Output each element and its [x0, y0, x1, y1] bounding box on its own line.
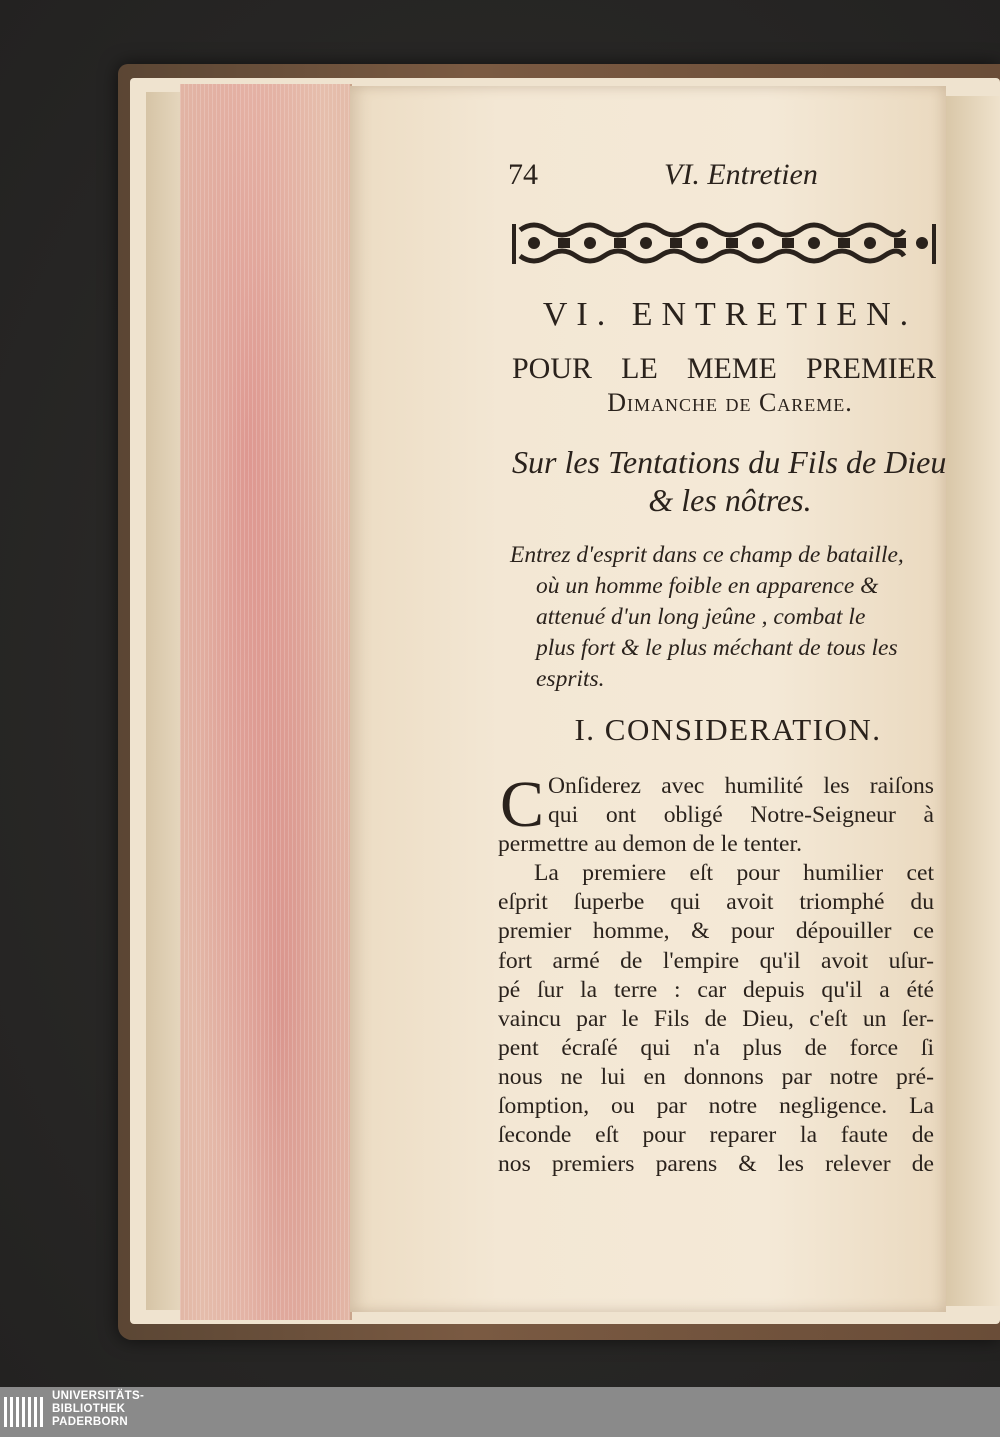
epigraph: [510, 540, 938, 695]
epigraph-line: attenué d'un long jeûne , combat le: [536, 604, 866, 630]
subtitle-line-2: Dimanche de Careme.: [607, 388, 853, 417]
chapter-title: VI. ENTRETIEN.: [542, 296, 918, 333]
body-line: vaincu par le Fils de Dieu, c'eſt un ſer-: [498, 1005, 934, 1032]
body-text: [498, 768, 934, 1179]
body-line: qui ont obligé Notre-Seigneur à: [548, 802, 934, 829]
body-line: fort armé de l'empire qu'il avoit uſur-: [498, 947, 934, 974]
subtitle-word: PREMIER: [805, 352, 936, 385]
subtitle-word: POUR: [512, 352, 593, 385]
subtitle-line-1: [512, 352, 936, 386]
epigraph-line: plus fort & le plus méchant de tous les: [536, 635, 898, 661]
logo-line: BIBLIOTHEK: [52, 1403, 126, 1415]
body-line: La premiere eſt pour humilier cet: [534, 860, 934, 887]
body-line: premier homme, & pour dépouiller ce: [498, 918, 934, 945]
library-logo-icon: [4, 1395, 46, 1429]
italic-heading-line-2: & les nôtres.: [648, 482, 812, 518]
facing-page-edge: [946, 96, 1000, 1306]
epigraph-line: où un homme foible en apparence &: [536, 573, 879, 599]
body-line: pent écraſé qui n'a plus de force ſi: [498, 1034, 934, 1061]
body-line: Onſiderez avec humilité les raiſons: [548, 773, 934, 799]
epigraph-line: Entrez d'esprit dans ce champ de bataille,: [510, 542, 904, 568]
running-title: VI. Entretien: [664, 158, 818, 191]
ornament-band: [512, 216, 936, 272]
page-number: 74: [508, 158, 538, 191]
body-line: nous ne lui en donnons par notre pré-: [498, 1063, 934, 1090]
subtitle-word: LE: [621, 352, 658, 385]
drop-cap: C: [500, 768, 545, 841]
logo-line: PADERBORN: [52, 1416, 128, 1428]
italic-heading-line-1: Sur les Tentations du Fils de Dieu: [512, 444, 947, 480]
subtitle-word: MEME: [686, 352, 777, 385]
body-line: nos premiers parens & les relever de: [498, 1151, 934, 1178]
body-line: ſeconde eſt pour reparer la faute de: [498, 1122, 934, 1149]
body-line: pé ſur la terre : car depuis qu'il a été: [498, 976, 934, 1003]
library-logo-text: [52, 1390, 144, 1429]
running-head: [508, 158, 940, 198]
body-line: eſprit ſuperbe qui avoit triomphé du: [498, 889, 934, 916]
body-line: ſomption, ou par notre negligence. La: [498, 1093, 934, 1120]
section-title: I. CONSIDERATION.: [574, 712, 882, 747]
epigraph-line: esprits.: [536, 666, 605, 692]
body-line: permettre au demon de le tenter.: [498, 831, 802, 858]
logo-line: UNIVERSITÄTS-: [52, 1390, 145, 1402]
page-edges: [180, 84, 352, 1320]
library-footer-bar: [0, 1387, 1000, 1437]
